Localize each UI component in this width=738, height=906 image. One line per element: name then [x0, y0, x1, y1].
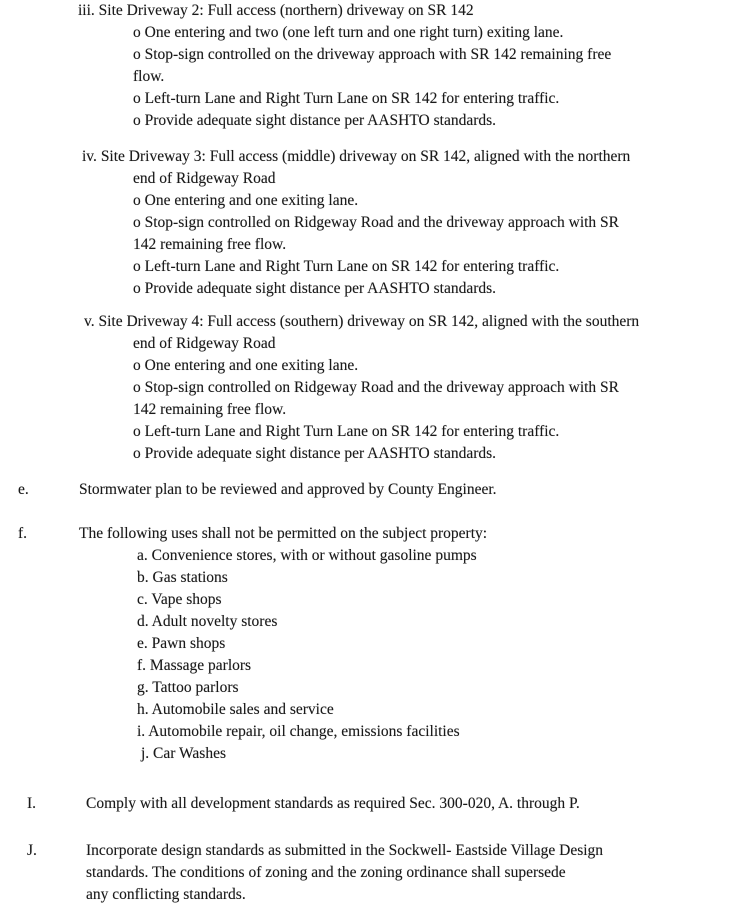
item-text-line: Incorporate design standards as submitted in the Sockwell- Eastside Village Design	[86, 842, 604, 859]
bullet-line: o One entering and two (one left turn and one right turn) exiting lane.	[133, 24, 564, 41]
bullet-line: o Left-turn Lane and Right Turn Lane on SR 142 for entering traffic.	[133, 423, 560, 440]
list-marker: v.	[84, 313, 95, 330]
section-heading-line	[84, 311, 738, 333]
bullet-line: o Provide adequate sight distance per AASHTO standards.	[133, 280, 497, 297]
item-I	[0, 793, 738, 815]
item-e	[0, 479, 738, 501]
item-f	[0, 523, 738, 765]
section-heading-wrap-line: end of Ridgeway Road	[133, 170, 276, 187]
list-marker: I.	[27, 795, 37, 812]
section-heading-wrap-line: end of Ridgeway Road	[133, 335, 276, 352]
section-heading-line	[82, 146, 738, 168]
item-J	[0, 840, 738, 906]
item-text: Stormwater plan to be reviewed and approved by County Engineer.	[79, 481, 497, 498]
prohibited-use-item: h. Automobile sales and service	[137, 701, 334, 718]
section-driveway-4	[0, 311, 738, 465]
section-driveway-3	[0, 146, 738, 300]
bullet-line: o Stop-sign controlled on Ridgeway Road and the driveway approach with SR	[133, 214, 620, 231]
bullet-line: o Left-turn Lane and Right Turn Lane on SR 142 for entering traffic.	[133, 258, 560, 275]
list-marker: iii.	[78, 2, 95, 19]
bullet-line: o Stop-sign controlled on Ridgeway Road and the driveway approach with SR	[133, 379, 620, 396]
item-text-line: standards. The conditions of zoning and the zoning ordinance shall supersede	[86, 864, 566, 881]
section-heading-text: Site Driveway 2: Full access (northern) driveway on SR 142	[98, 2, 474, 19]
item-text: Comply with all development standards as required Sec. 300-020, A. through P.	[86, 795, 580, 812]
section-driveway-2	[0, 0, 738, 132]
bullet-line: o Left-turn Lane and Right Turn Lane on SR 142 for entering traffic.	[133, 90, 560, 107]
bullet-line: o One entering and one exiting lane.	[133, 192, 359, 209]
prohibited-use-item: e. Pawn shops	[137, 635, 226, 652]
section-heading-line	[78, 0, 738, 22]
prohibited-use-item: i. Automobile repair, oil change, emissions facilities	[137, 723, 460, 740]
bullet-line: o Provide adequate sight distance per AASHTO standards.	[133, 112, 497, 129]
prohibited-use-item: f. Massage parlors	[137, 657, 252, 674]
prohibited-use-item: d. Adult novelty stores	[137, 613, 278, 630]
section-heading-text: Site Driveway 4: Full access (southern) driveway on SR 142, aligned with the southern	[98, 313, 640, 330]
prohibited-use-item: b. Gas stations	[137, 569, 228, 586]
item-text: The following uses shall not be permitted on the subject property:	[79, 525, 488, 542]
list-marker: J.	[27, 842, 37, 859]
prohibited-use-item: j. Car Washes	[141, 745, 226, 762]
list-marker: iv.	[82, 148, 97, 165]
section-heading-text: Site Driveway 3: Full access (middle) driveway on SR 142, aligned with the northern	[100, 148, 631, 165]
bullet-wrap-line: flow.	[133, 68, 165, 85]
list-marker: f.	[18, 525, 28, 542]
prohibited-use-item: g. Tattoo parlors	[137, 679, 239, 696]
list-marker: e.	[18, 481, 29, 498]
bullet-wrap-line: 142 remaining free flow.	[133, 401, 287, 418]
bullet-line: o Stop-sign controlled on the driveway approach with SR 142 remaining free	[133, 46, 612, 63]
prohibited-use-item: a. Convenience stores, with or without gasoline pumps	[137, 547, 477, 564]
bullet-line: o One entering and one exiting lane.	[133, 357, 359, 374]
prohibited-use-item: c. Vape shops	[137, 591, 222, 608]
item-text-line: any conflicting standards.	[86, 886, 246, 903]
bullet-wrap-line: 142 remaining free flow.	[133, 236, 287, 253]
bullet-line: o Provide adequate sight distance per AASHTO standards.	[133, 445, 497, 462]
